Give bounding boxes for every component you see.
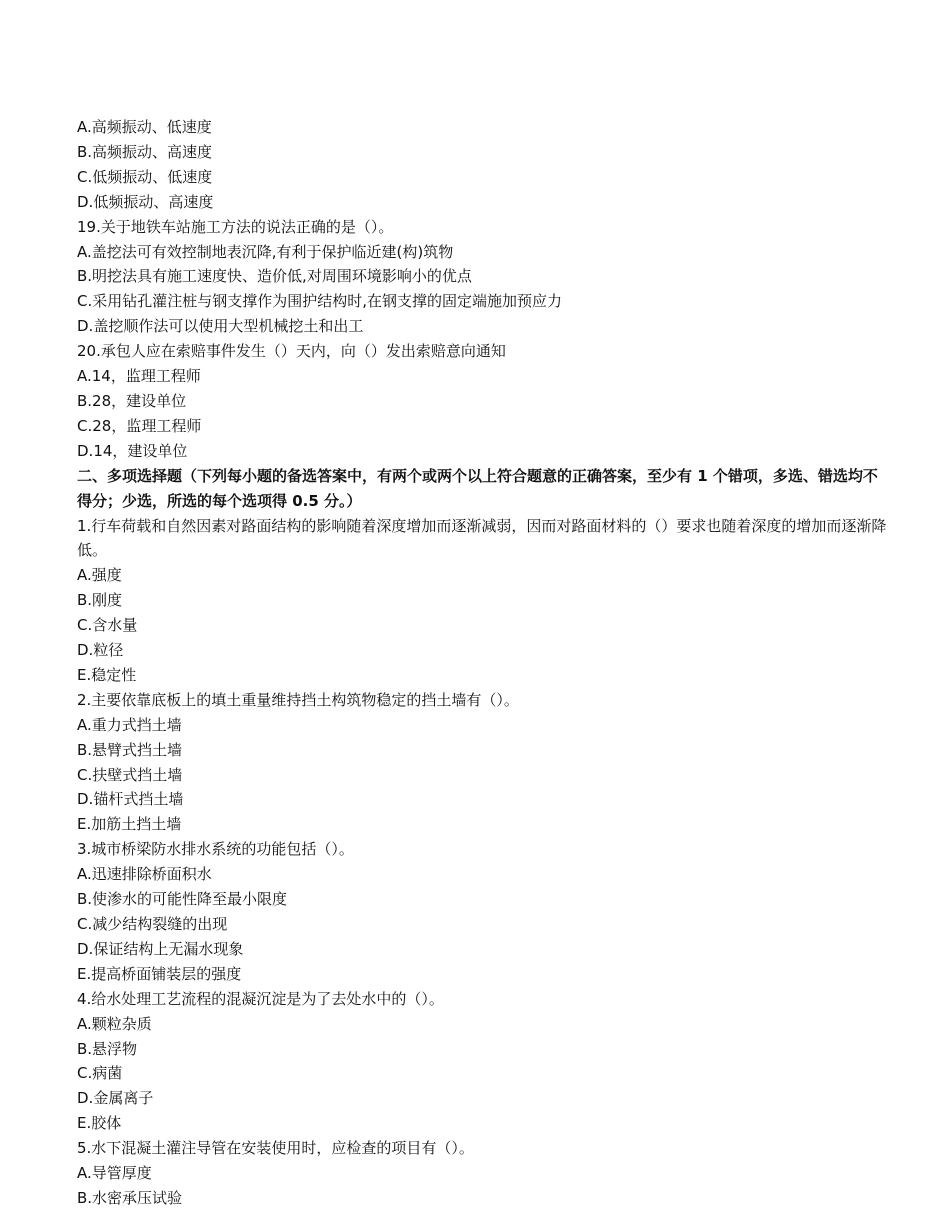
multi-question-1 xyxy=(77,514,889,688)
option-e: E.稳定性 xyxy=(77,665,137,684)
option-c: C.28，监理工程师 xyxy=(77,416,202,435)
option-b: B.高频振动、高速度 xyxy=(77,142,213,161)
option-a: A.颗粒杂质 xyxy=(77,1014,152,1033)
option-b: B.悬浮物 xyxy=(77,1039,138,1058)
option-b: B.28，建设单位 xyxy=(77,391,187,410)
option-a: A.盖挖法可有效控制地表沉降,有利于保护临近建(构)筑物 xyxy=(77,242,454,261)
option-c: C.减少结构裂缝的出现 xyxy=(77,915,228,933)
question-stem: 5.水下混凝土灌注导管在安装使用时，应检查的项目有（）。 xyxy=(77,1139,474,1158)
option-a: A.高频振动、低速度 xyxy=(77,118,212,136)
option-c: C.采用钻孔灌注桩与钢支撑作为围护结构时,在钢支撑的固定端施加预应力 xyxy=(77,292,563,311)
option-b: B.使渗水的可能性降至最小限度 xyxy=(77,890,288,909)
option-c: C.含水量 xyxy=(77,616,138,635)
option-c: C.病菌 xyxy=(77,1064,123,1083)
document-page xyxy=(77,115,889,1211)
section-heading-multiple-choice: 二、多项选择题（下列每小题的备选答案中，有两个或两个以上符合题意的正确答案，至少有 1 个错项，多选、错选均不得分；少选，所选的每个选项得 0.5 分。） xyxy=(77,466,878,510)
option-b: B.悬臂式挡土墙 xyxy=(77,740,183,759)
option-d: D.锚杆式挡土墙 xyxy=(77,790,184,809)
option-d: D.粒径 xyxy=(77,641,124,660)
option-d: D.14，建设单位 xyxy=(77,441,188,460)
option-d: D.保证结构上无漏水现象 xyxy=(77,939,244,958)
option-c: C.扶壁式挡土墙 xyxy=(77,765,183,784)
option-d: D.金属离子 xyxy=(77,1089,154,1108)
question-stem: 20.承包人应在索赔事件发生（）天内，向（）发出索赔意向通知 xyxy=(77,342,506,361)
multi-question-2 xyxy=(77,688,889,837)
option-d: D.低频振动、高速度 xyxy=(77,192,214,211)
prev-question-options xyxy=(77,115,889,215)
option-a: A.强度 xyxy=(77,566,122,585)
option-a: A.14，监理工程师 xyxy=(77,367,201,386)
option-d: D.盖挖顺作法可以使用大型机械挖土和出工 xyxy=(77,317,364,336)
question-stem: 2.主要依靠底板上的填土重量维持挡土构筑物稳定的挡土墙有（）。 xyxy=(77,690,519,709)
option-c: C.低频振动、低速度 xyxy=(77,167,213,186)
option-e: E.提高桥面铺装层的强度 xyxy=(77,964,242,983)
option-e: E.加筋土挡土墙 xyxy=(77,815,182,834)
multi-question-3 xyxy=(77,837,889,986)
multi-question-5 xyxy=(77,1136,889,1211)
multi-question-4 xyxy=(77,987,889,1136)
option-a: A.迅速排除桥面积水 xyxy=(77,865,212,884)
question-stem: 3.城市桥梁防水排水系统的功能包括（）。 xyxy=(77,840,354,859)
option-e: E.胶体 xyxy=(77,1114,122,1133)
question-stem: 4.给水处理工艺流程的混凝沉淀是为了去处水中的（）。 xyxy=(77,989,444,1008)
option-a: A.重力式挡土墙 xyxy=(77,715,182,734)
question-stem: 1.行车荷载和自然因素对路面结构的影响随着深度增加而逐渐减弱，因而对路面材料的（）要求也随着深度的增加而逐渐降低。 xyxy=(77,516,887,560)
option-b: B.明挖法具有施工速度快、造价低,对周围环境影响小的优点 xyxy=(77,267,472,286)
question-stem: 19.关于地铁车站施工方法的说法正确的是（）。 xyxy=(77,217,394,236)
option-a: A.导管厚度 xyxy=(77,1164,152,1183)
question-19 xyxy=(77,215,889,340)
option-b: B.水密承压试验 xyxy=(77,1188,183,1207)
option-b: B.刚度 xyxy=(77,591,123,610)
question-20 xyxy=(77,339,889,464)
